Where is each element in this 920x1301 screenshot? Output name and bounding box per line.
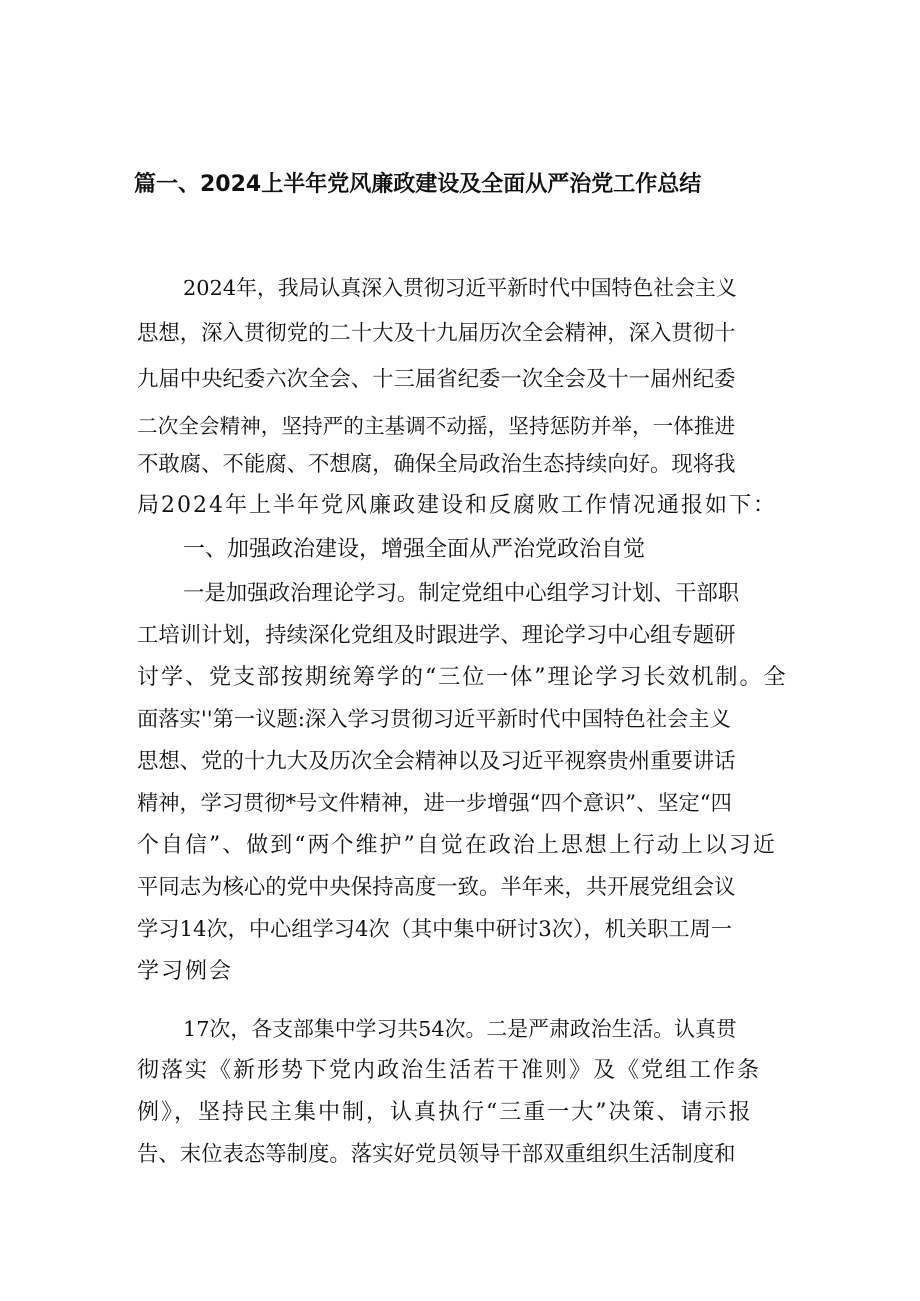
paragraph-line: 思想，深入贯彻党的二十大及十九届历次全会精神，深入贯彻十 bbox=[137, 321, 736, 346]
paragraph-line: 思想、党的十九大及历次全会精神以及习近平视察贵州重要讲话 bbox=[137, 749, 736, 774]
paragraph-line: 二次全会精神，坚持严的主基调不动摇，坚持惩防并举，一体推进 bbox=[137, 414, 736, 438]
paragraph-line: 平同志为核心的党中央保持高度一致。半年来，共开展党组会议 bbox=[137, 875, 736, 900]
paragraph-line: 讨学、党支部按期统筹学的“三位一体”理论学习长效机制。全 bbox=[137, 665, 788, 690]
paragraph-line: 工培训计划，持续深化党组及时跟进学、理论学习中心组专题研 bbox=[137, 623, 736, 648]
paragraph-line: 个自信”、做到“两个维护”自觉在政治上思想上行动上以习近 bbox=[137, 833, 777, 858]
paragraph-line: 局2024年上半年党风廉政建设和反腐败工作情况通报如下： bbox=[137, 493, 777, 518]
document-title: 篇一、2024上半年党风廉政建设及全面从严治党工作总结 bbox=[134, 172, 702, 197]
paragraph-line: 一是加强政治理论学习。制定党组中心组学习计划、干部职 bbox=[183, 581, 740, 606]
paragraph-line: 17次，各支部集中学习共54次。二是严肃政治生活。认真贯 bbox=[183, 1017, 737, 1041]
paragraph-line: 不敢腐、不能腐、不想腐，确保全局政治生态持续向好。现将我 bbox=[137, 452, 736, 477]
paragraph-line: 例》，坚持民主集中制，认真执行“三重一大”决策、请示报 bbox=[137, 1100, 753, 1125]
paragraph-line: 学习例会 bbox=[137, 959, 234, 984]
paragraph-line: 九届中央纪委六次全会、十三届省纪委一次全会及十一届州纪委 bbox=[137, 367, 736, 392]
paragraph-line: 告、末位表态等制度。落实好党员领导干部双重组织生活制度和 bbox=[137, 1142, 736, 1167]
paragraph-line: 2024年，我局认真深入贯彻习近平新时代中国特色社会主义 bbox=[183, 276, 737, 300]
paragraph-line: 彻落实《新形势下党内政治生活若干准则》及《党组工作条 bbox=[137, 1058, 762, 1083]
paragraph-line: 学习14次，中心组学习4次（其中集中研讨3次），机关职工周一 bbox=[137, 917, 733, 942]
section-heading: 一、加强政治建设，增强全面从严治党政治自觉 bbox=[183, 537, 646, 562]
paragraph-line: 精神，学习贯彻*号文件精神，进一步增强“四个意识”、坚定“四 bbox=[137, 791, 732, 816]
paragraph-line: 面落实''第一议题:深入学习贯彻习近平新时代中国特色社会主义 bbox=[137, 707, 731, 732]
